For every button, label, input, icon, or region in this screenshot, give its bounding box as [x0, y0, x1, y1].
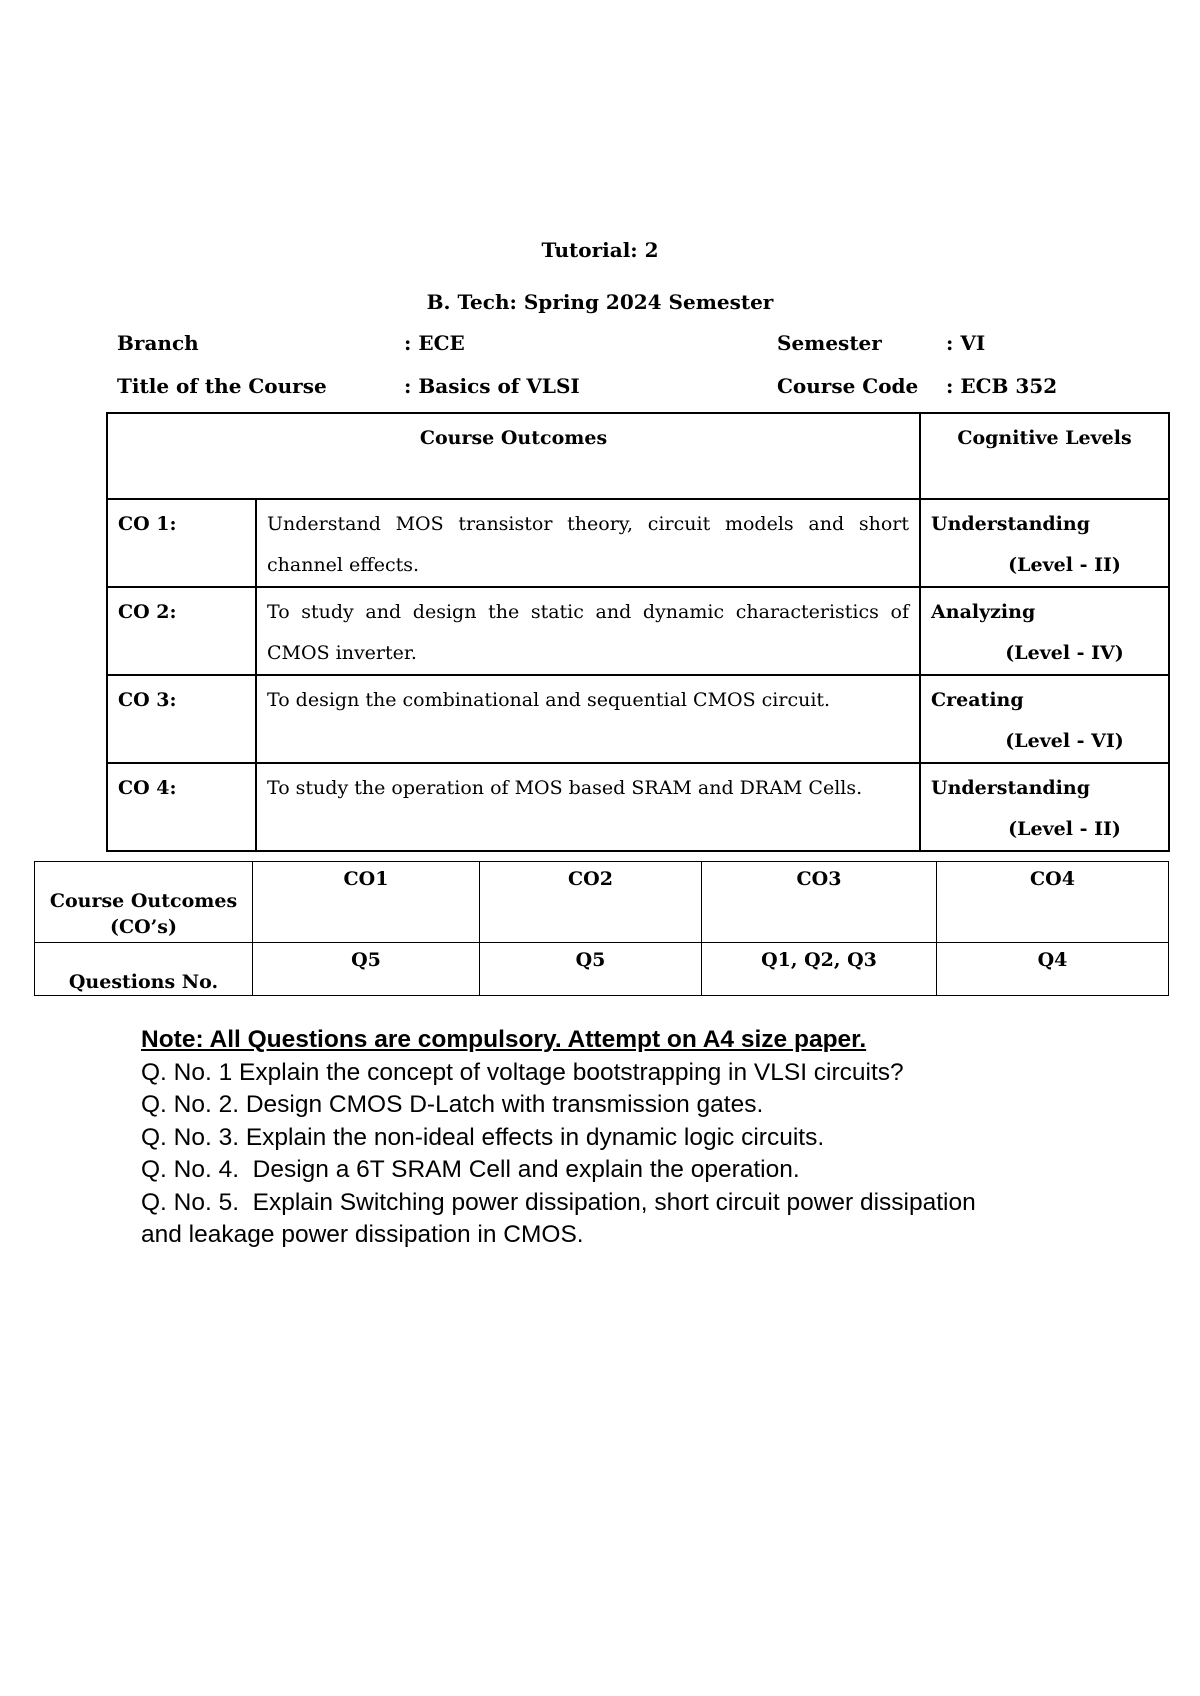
- co-cell: CO2: [480, 862, 702, 943]
- table-row: [35, 943, 1169, 996]
- question-1: Q. No. 1 Explain the concept of voltage bootstrapping in VLSI circuits?: [141, 1058, 904, 1086]
- program-title: B. Tech: Spring 2024 Semester: [426, 290, 774, 314]
- course-code-value: : ECB 352: [946, 374, 1058, 398]
- co-description: To study the operation of MOS based SRAM and DRAM Cells.: [256, 763, 920, 851]
- branch-label: Branch: [117, 331, 199, 355]
- co-question-mapping-table: [34, 861, 1169, 996]
- question-4: Q. No. 4. Design a 6T SRAM Cell and explain the operation.: [141, 1156, 800, 1183]
- level-name: Understanding: [931, 513, 1090, 535]
- row-header-line: (CO’s): [110, 916, 177, 938]
- table-header-row: [107, 413, 1169, 499]
- branch-value: : ECE: [404, 331, 465, 355]
- level-number: (Level - IV): [1005, 642, 1124, 664]
- co-description: To design the combinational and sequential CMOS circuit.: [256, 675, 920, 763]
- co-cell: CO3: [702, 862, 937, 943]
- table-row: [35, 862, 1169, 943]
- row-header-line: Course Outcomes: [49, 890, 238, 912]
- question-5-continued: and leakage power dissipation in CMOS.: [141, 1221, 584, 1248]
- level-name: Creating: [931, 689, 1024, 711]
- course-outcomes-header: Course Outcomes: [107, 413, 920, 499]
- row-header-questions: Questions No.: [35, 943, 253, 996]
- level-number: (Level - II): [1008, 554, 1121, 576]
- course-code-label: Course Code: [777, 374, 919, 398]
- table-row: [107, 499, 1169, 587]
- tutorial-title: Tutorial: 2: [541, 238, 659, 262]
- level-name: Analyzing: [931, 601, 1036, 623]
- cognitive-level: [920, 675, 1169, 763]
- semester-label: Semester: [777, 331, 882, 355]
- question-2: Q. No. 2. Design CMOS D-Latch with transmission gates.: [141, 1091, 764, 1118]
- level-name: Understanding: [931, 777, 1090, 799]
- cognitive-level: [920, 587, 1169, 675]
- course-title-value: : Basics of VLSI: [404, 374, 580, 398]
- level-number: (Level - VI): [1005, 730, 1124, 752]
- course-outcomes-table: [106, 412, 1170, 852]
- co-description: To study and design the static and dynamic characteristics of CMOS inverter.: [256, 587, 920, 675]
- note-heading: Note: All Questions are compulsory. Attempt on A4 size paper.: [141, 1026, 867, 1053]
- table-row: [107, 587, 1169, 675]
- co-label: CO 4:: [107, 763, 256, 851]
- row-header-course-outcomes: [35, 862, 253, 943]
- co-cell: CO4: [937, 862, 1169, 943]
- table-row: [107, 763, 1169, 851]
- question-cell: Q5: [480, 943, 702, 996]
- question-5: Q. No. 5. Explain Switching power dissipation, short circuit power dissipation: [141, 1188, 976, 1216]
- course-title-label: Title of the Course: [117, 374, 327, 398]
- cognitive-level: [920, 763, 1169, 851]
- co-label: CO 2:: [107, 587, 256, 675]
- co-label: CO 3:: [107, 675, 256, 763]
- level-number: (Level - II): [1008, 818, 1121, 840]
- semester-value: : VI: [946, 331, 986, 355]
- question-cell: Q4: [937, 943, 1169, 996]
- co-cell: CO1: [253, 862, 480, 943]
- co-description: Understand MOS transistor theory, circuit models and short channel effects.: [256, 499, 920, 587]
- question-cell: Q5: [253, 943, 480, 996]
- questions-section: [141, 1024, 1101, 1252]
- question-3: Q. No. 3. Explain the non-ideal effects in dynamic logic circuits.: [141, 1123, 825, 1151]
- cognitive-level: [920, 499, 1169, 587]
- co-label: CO 1:: [107, 499, 256, 587]
- cognitive-levels-header: Cognitive Levels: [920, 413, 1169, 499]
- table-row: [107, 675, 1169, 763]
- question-cell: Q1, Q2, Q3: [702, 943, 937, 996]
